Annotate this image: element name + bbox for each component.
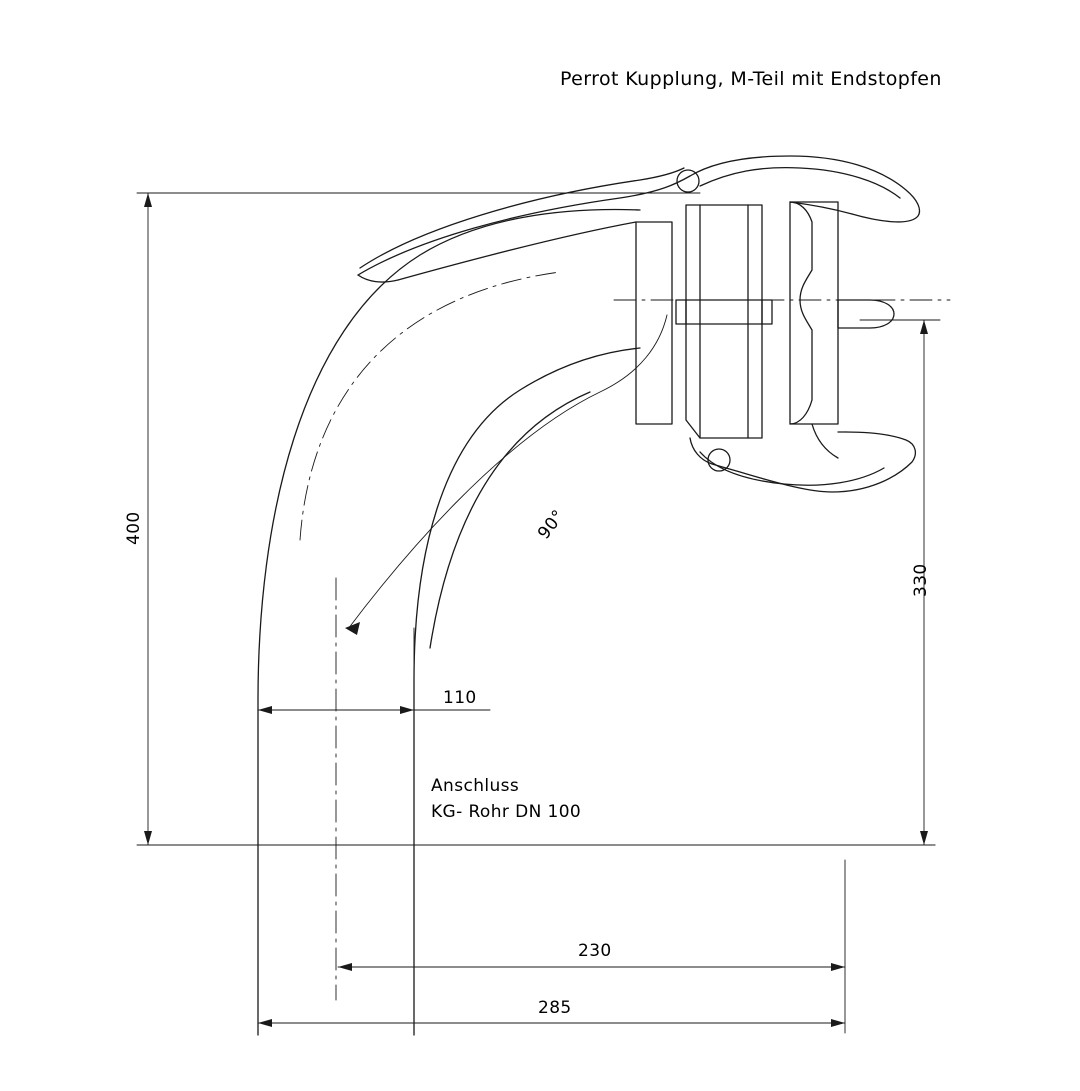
dimension-400: 400 (124, 511, 144, 545)
lower-clamp-arm (690, 424, 915, 492)
coupling-body (636, 202, 894, 438)
center-lines (336, 300, 950, 1000)
pipe-bend-outline (258, 210, 640, 1035)
dimension-230: 230 (578, 941, 612, 961)
dimension-angle-90: 90° (534, 506, 570, 544)
dimension-110: 110 (443, 688, 477, 708)
pivot-points (677, 170, 730, 471)
note-kg-rohr: KG- Rohr DN 100 (431, 802, 582, 822)
lever-handle (358, 156, 920, 282)
dimension-330: 330 (911, 563, 931, 597)
note-anschluss: Anschluss (431, 776, 520, 796)
drawing-title: Perrot Kupplung, M-Teil mit Endstopfen (560, 68, 942, 90)
dimension-285: 285 (538, 998, 572, 1018)
center-line-curved (300, 272, 560, 540)
angle-arc (348, 315, 667, 629)
